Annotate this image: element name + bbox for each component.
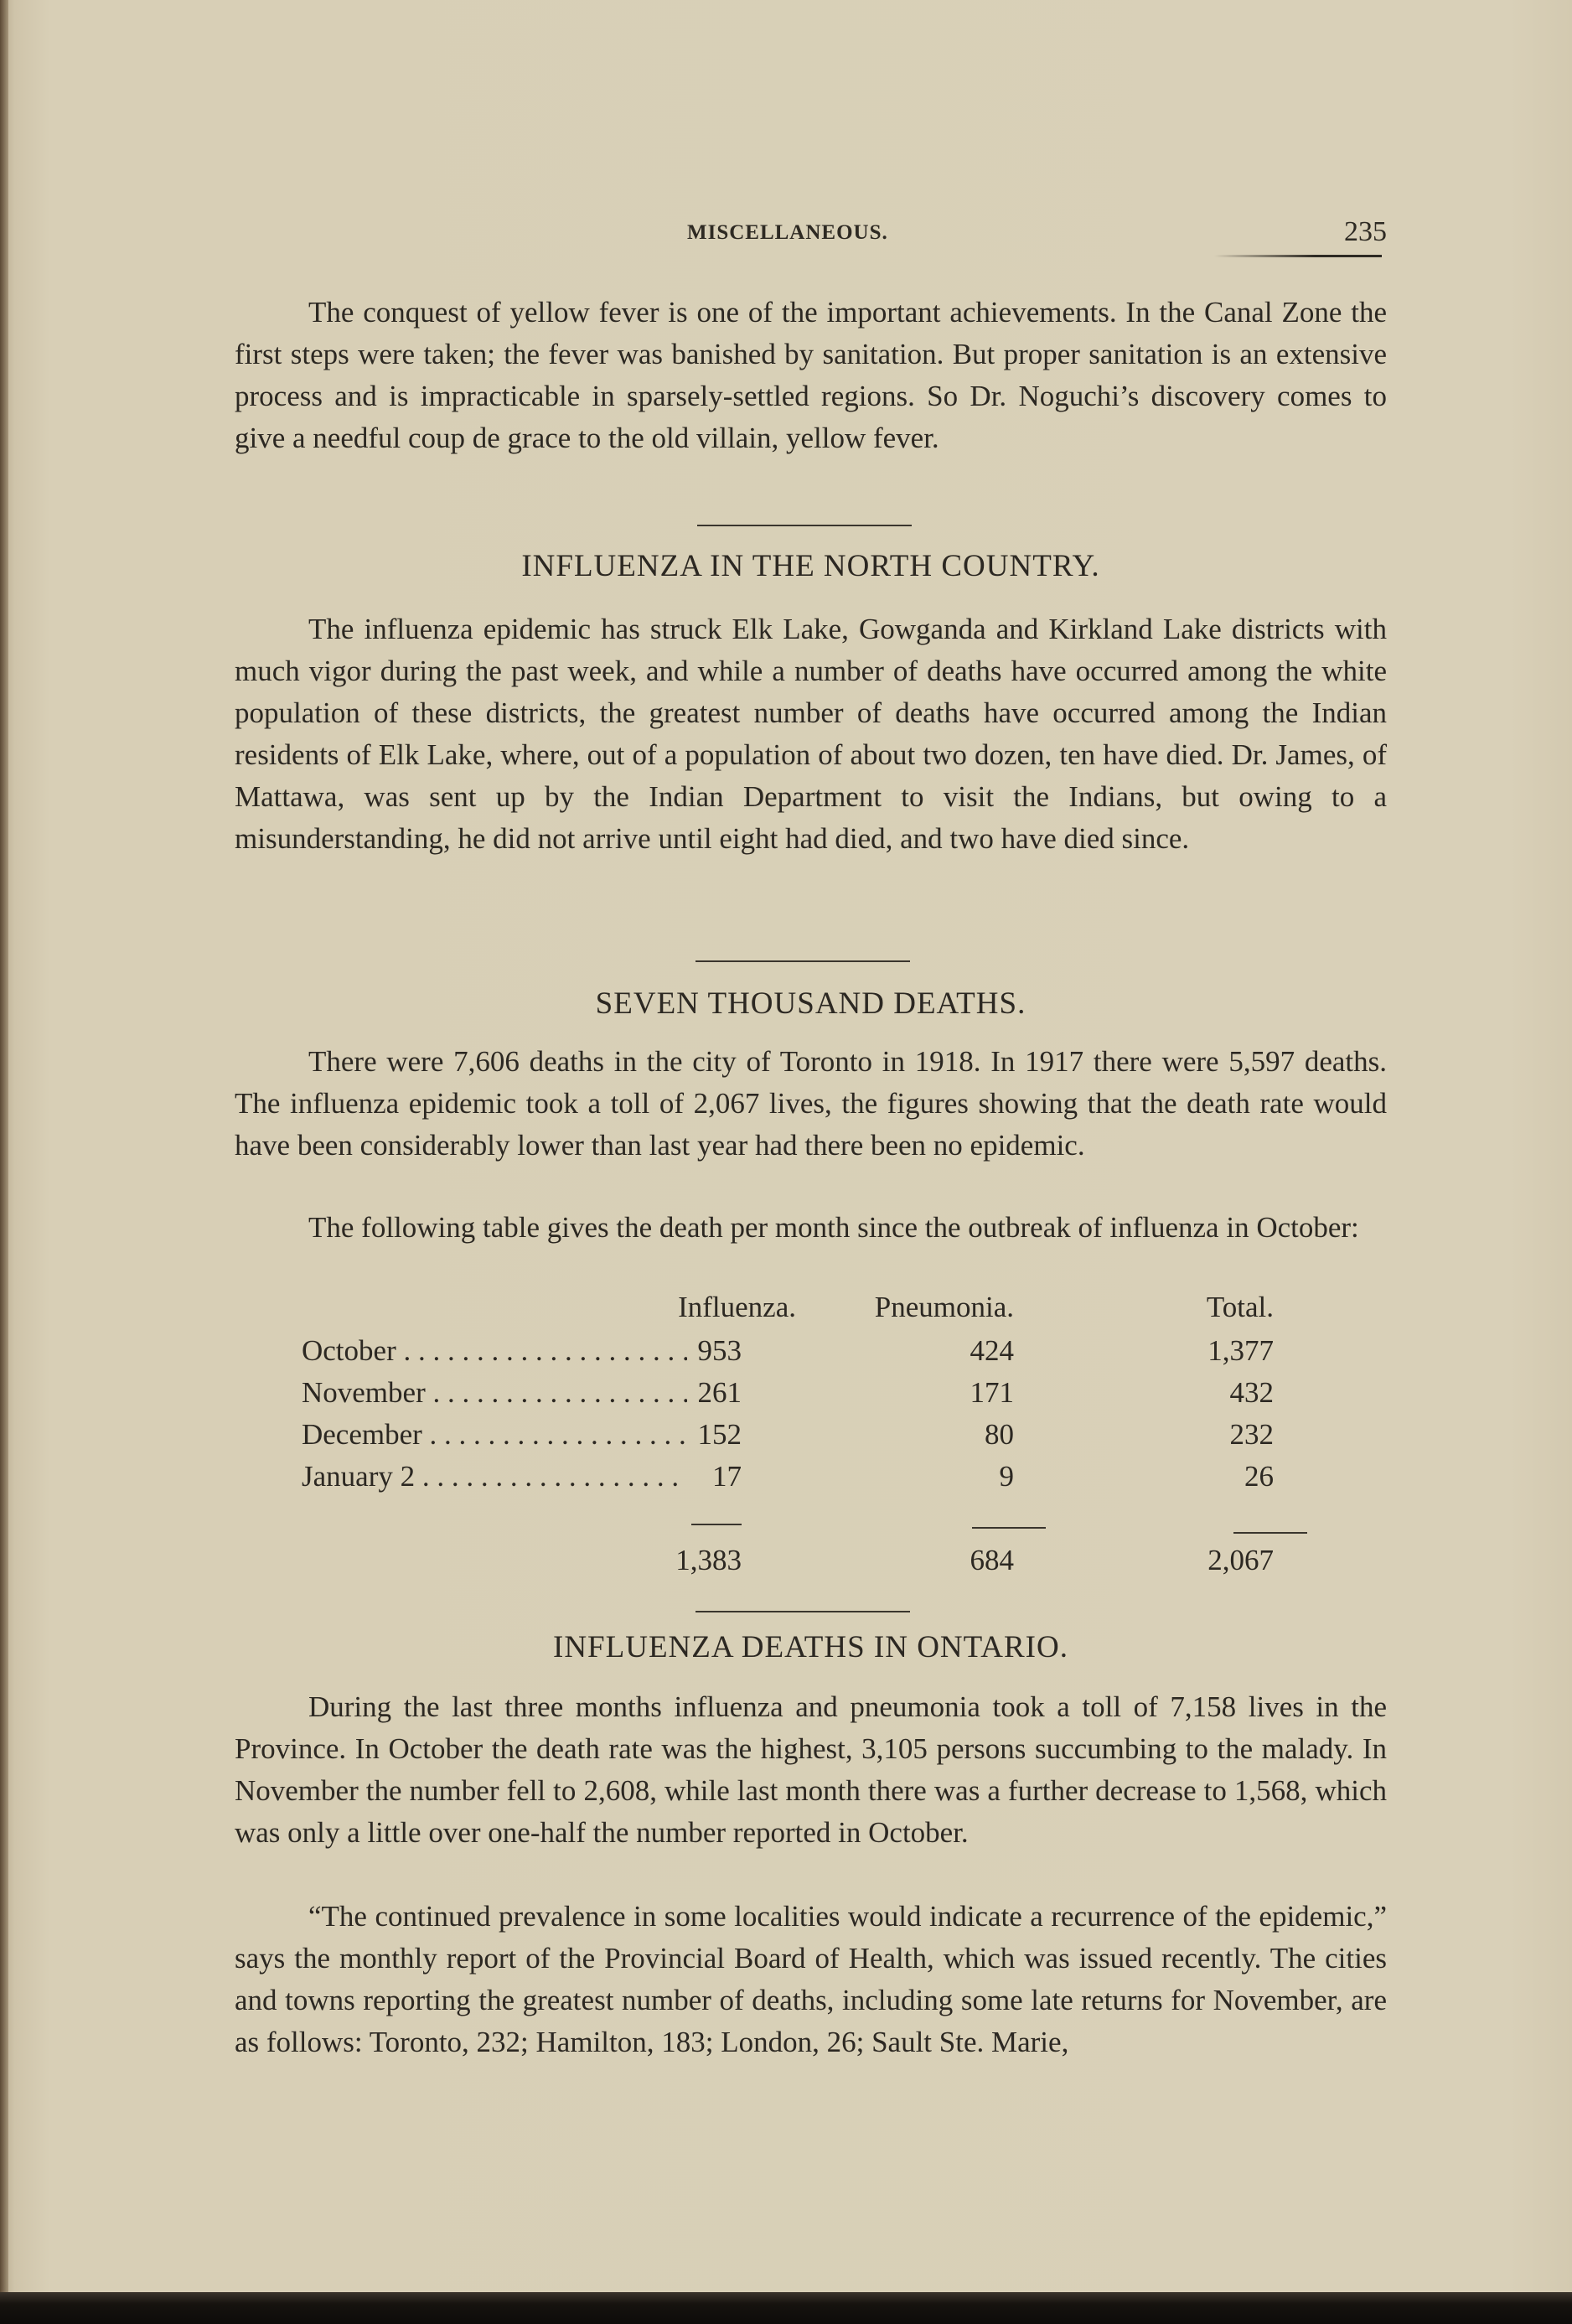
month-label: January 2 . . .: [302, 1460, 687, 1493]
yellow-fever-paragraph: The conquest of yellow fever is one of the important achievements. In the Canal Zone the first steps were taken; the fever was banished by sanitation. But proper sanitation is an extensive process and is impracticable in sparsely-settled regions. So Dr. Noguchi’s discovery comes to give a needful coup de grace to the old villain, yellow fever.: [235, 296, 1387, 454]
section-divider: [696, 960, 910, 962]
table-row: [302, 1460, 1391, 1502]
board-report-paragraph: “The continued prevalence in some localities would indicate a recurrence of the epidemic,” says the monthly report of the Provincial Board of Health, which was issued recently. The cities and towns reporting the greatest number of deaths, including some late returns for November, are as follows: Toronto, 232; Hamilton, 183; London, 26; Sault Ste. Marie,: [235, 1900, 1387, 2058]
month-label: October . . .: [302, 1334, 687, 1368]
running-head: [235, 216, 1387, 267]
seven-thousand-paragraph: There were 7,606 deaths in the city of Toronto in 1918. In 1917 there were 5,597 deaths. The influenza epidemic took a toll of 2,067 lives, the figures showing that the death rate would have been considerably lower than last year had there been no epidemic.: [235, 1045, 1387, 1162]
table-intro-paragraph: The following table gives the death per month since the outbreak of influenza in October:: [308, 1211, 1359, 1244]
grand-total: 2,067: [1207, 1544, 1274, 1576]
sum-rule: [1233, 1532, 1307, 1534]
sum-rule: [691, 1524, 742, 1525]
pneumonia-value: 424: [970, 1334, 1014, 1367]
total-value: 1,377: [1207, 1334, 1274, 1367]
page-bottom-shadow: [0, 2292, 1572, 2324]
death-table: [302, 1291, 1391, 1609]
running-title: MISCELLANEOUS.: [687, 221, 888, 244]
pneumonia-total: 684: [970, 1544, 1014, 1576]
section-divider: [696, 1611, 910, 1612]
influenza-value: 261: [697, 1376, 742, 1409]
month-label: November . . .: [302, 1376, 687, 1410]
influenza-value: 152: [697, 1418, 742, 1451]
seven-thousand-heading: SEVEN THOUSAND DEATHS.: [595, 986, 1026, 1021]
influenza-value: 17: [712, 1460, 742, 1493]
book-spine-shadow: [0, 0, 8, 2324]
column-header-influenza: Influenza.: [678, 1291, 796, 1323]
north-country-heading: INFLUENZA IN THE NORTH COUNTRY.: [521, 549, 1100, 583]
column-header-total: Total.: [1206, 1291, 1274, 1323]
page-number: 235: [1344, 216, 1387, 247]
ontario-heading: INFLUENZA DEATHS IN ONTARIO.: [553, 1630, 1068, 1664]
month-label: December . . .: [302, 1418, 687, 1452]
section-divider: [697, 525, 912, 526]
table-row: [302, 1334, 1391, 1376]
sum-rule: [972, 1527, 1046, 1529]
table-row: [302, 1418, 1391, 1460]
total-value: 232: [1229, 1418, 1274, 1451]
table-row: [302, 1376, 1391, 1418]
north-country-paragraph: The influenza epidemic has struck Elk Lake, Gowganda and Kirkland Lake districts with much vigor during the past week, and while a number of deaths have occurred among the white population of these districts, the greatest number of deaths have occurred among the Indian residents of Elk Lake, where, out of a population of about two dozen, ten have died. Dr. James, of Mattawa, was sent up by the Indian Department to visit the Indians, but owing to a misunderstanding, he did not arrive until eight had died, and two have died since.: [235, 613, 1387, 855]
ontario-paragraph: During the last three months influenza and pneumonia took a toll of 7,158 lives in the Province. In October the death rate was the highest, 3,105 persons succumbing to the malady. In November the number fell to 2,608, while last month there was a further decrease to 1,568, which was only a little over one-half the number reported in October.: [235, 1690, 1387, 1849]
header-rule: [1214, 255, 1382, 257]
pneumonia-value: 80: [985, 1418, 1014, 1451]
pneumonia-value: 171: [970, 1376, 1014, 1409]
total-value: 432: [1229, 1376, 1274, 1409]
pneumonia-value: 9: [999, 1460, 1014, 1493]
influenza-value: 953: [697, 1334, 742, 1367]
column-header-pneumonia: Pneumonia.: [874, 1291, 1014, 1323]
table-totals-row: [302, 1544, 1391, 1586]
influenza-total: 1,383: [675, 1544, 742, 1576]
total-value: 26: [1244, 1460, 1274, 1493]
